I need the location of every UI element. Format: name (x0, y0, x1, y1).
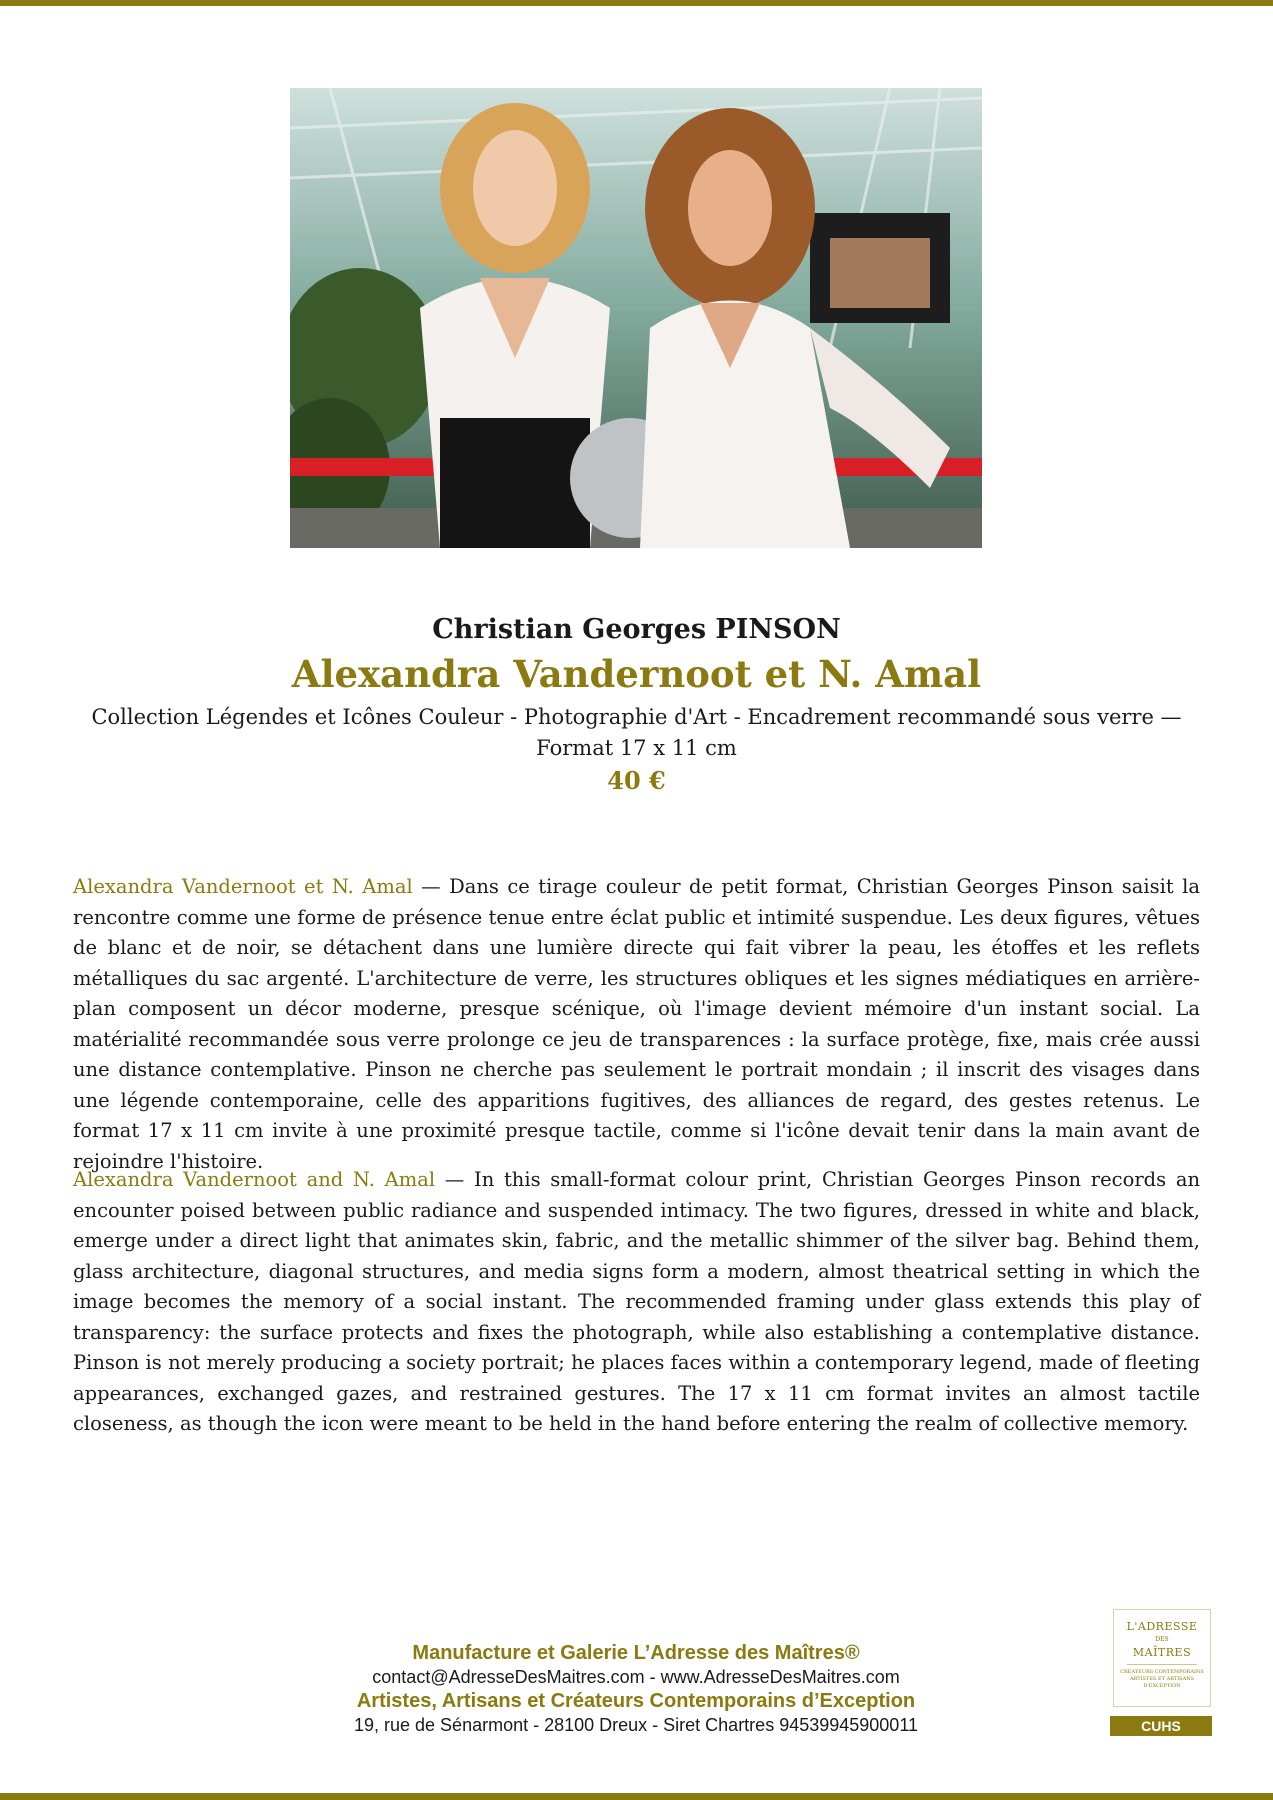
footer-contact: contact@AdresseDesMaitres.com - www.AdresseDesMaitres.com (372, 1667, 900, 1687)
description-fr-text: — Dans ce tirage couleur de petit format, Christian Georges Pinson saisit la rencontre comme une forme de présence tenue entre éclat public et intimité suspendue. Les deux figures, vêtues de blanc et de noir, se détachent dans une lumière directe qui fait vibrer la peau, les étoffes et les reflets métalliques du sac argenté. L'architecture de verre, les structures obliques et les signes médiatiques en arrière-plan composent un décor moderne, presque scénique, où l'image devient mémoire d'un instant social. La matérialité recommandée sous verre prolonge ce jeu de transparences : la surface protège, fixe, mais crée aussi une distance contemplative. Pinson ne cherche pas seulement le portrait mondain ; il inscrit des visages dans une légende contemporaine, celle des apparitions fugitives, des alliances de regard, des gestes retenus. Le format 17 x 11 cm invite à une proximité presque tactile, comme si l'icône devait tenir dans la main avant de rejoindre l'histoire. (73, 875, 1200, 1173)
bottom-border (0, 1793, 1273, 1800)
logo-line-2: DES (1155, 1636, 1169, 1643)
cuhs-badge: CUHS (1110, 1716, 1212, 1736)
footer-company: Manufacture et Galerie L’Adresse des Maîtres® (412, 1642, 860, 1664)
description-en (73, 1165, 1200, 1440)
description-en-text: — In this small-format colour print, Christian Georges Pinson records an encounter poised between public radiance and suspended intimacy. The two figures, dressed in white and black, emerge under a direct light that animates skin, fabric, and the metallic shimmer of the silver bag. Behind them, glass architecture, diagonal structures, and media signs form a modern, almost theatrical setting in which the image becomes the memory of a social instant. The recommended framing under glass extends this play of transparency: the surface protects and fixes the photograph, while also establishing a contemplative distance. Pinson is not merely producing a society portrait; he places faces within a contemporary legend, made of fleeting appearances, exchanged gazes, and restrained gestures. The 17 x 11 cm format invites an almost tactile closeness, as though the icon were meant to be held in the hand before entering the realm of collective memory. (73, 1168, 1201, 1435)
artwork-price: 40 € (607, 766, 666, 795)
artwork-title: Alexandra Vandernoot et N. Amal (291, 652, 982, 696)
description-fr (73, 872, 1200, 1177)
logo-line-4: CRÉATEURS CONTEMPORAINS ARTISTES ET ARTISANS D'EXCEPTION (1120, 1669, 1204, 1689)
footer-tagline: Artistes, Artisans et Créateurs Contemporains d’Exception (356, 1690, 916, 1712)
artist-name: Christian Georges PINSON (432, 614, 841, 645)
footer-address: 19, rue de Sénarmont - 28100 Dreux - Siret Chartres 94539945900011 (353, 1715, 919, 1735)
logo-line-3: MAÎTRES (1132, 1646, 1192, 1659)
logo-line-1: L'ADRESSE (1126, 1620, 1198, 1633)
footer (300, 1641, 972, 1737)
top-border (0, 0, 1273, 6)
gallery-logo (1113, 1609, 1211, 1707)
description-fr-lead: Alexandra Vandernoot et N. Amal (73, 875, 413, 898)
artwork-photo (290, 88, 982, 548)
artwork-subtitle: Collection Légendes et Icônes Couleur - Photographie d'Art - Encadrement recommandé sous verre — Format 17 x 11 cm (91, 705, 1182, 760)
logo-divider (1127, 1664, 1197, 1665)
description-en-lead: Alexandra Vandernoot and N. Amal (73, 1168, 436, 1191)
